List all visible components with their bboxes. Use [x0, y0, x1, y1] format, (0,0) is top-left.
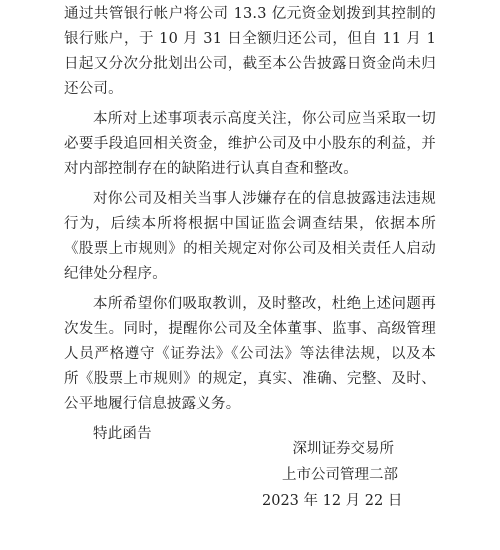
letter-body — [64, 2, 436, 447]
signature-block — [262, 436, 402, 514]
paragraph-fund-transfer: 通过共管银行帐户将公司 13.3 亿元资金划拨到其控制的银行账户，于 10 月 31 日全额归还公司，但自 11 月 1 日起又分次分批划出公司，截至本公告披露日资金尚未归还公司。 — [64, 6, 436, 97]
paragraph-disciplinary-action: 对你公司及相关当事人涉嫌存在的信息披露违法违规行为，后续本所将根据中国证监会调查结果，依据本所《股票上市规则》的相关规定对你公司及相关责任人启动纪律处分程序。 — [64, 191, 436, 282]
issuer-department: 上市公司管理二部 — [282, 467, 398, 483]
issue-date: 2023 年 12 月 22 日 — [262, 493, 403, 509]
paragraph-closing: 特此函告 — [93, 426, 152, 442]
issuer-organization: 深圳证券交易所 — [292, 441, 394, 457]
paragraph-compliance-reminder: 本所希望你们吸取教训，及时整改，杜绝上述问题再次发生。同时，提醒你公司及全体董事、监事、高级管理人员严格遵守《证券法》《公司法》等法律法规，以及本所《股票上市规则》的规定，真实、准确、完整、及时、公平地履行信息披露义务。 — [64, 296, 436, 412]
paragraph-exchange-concern: 本所对上述事项表示高度关注，你公司应当采取一切必要手段追回相关资金，维护公司及中小股东的利益，并对内部控制存在的缺陷进行认真自查和整改。 — [64, 111, 436, 177]
